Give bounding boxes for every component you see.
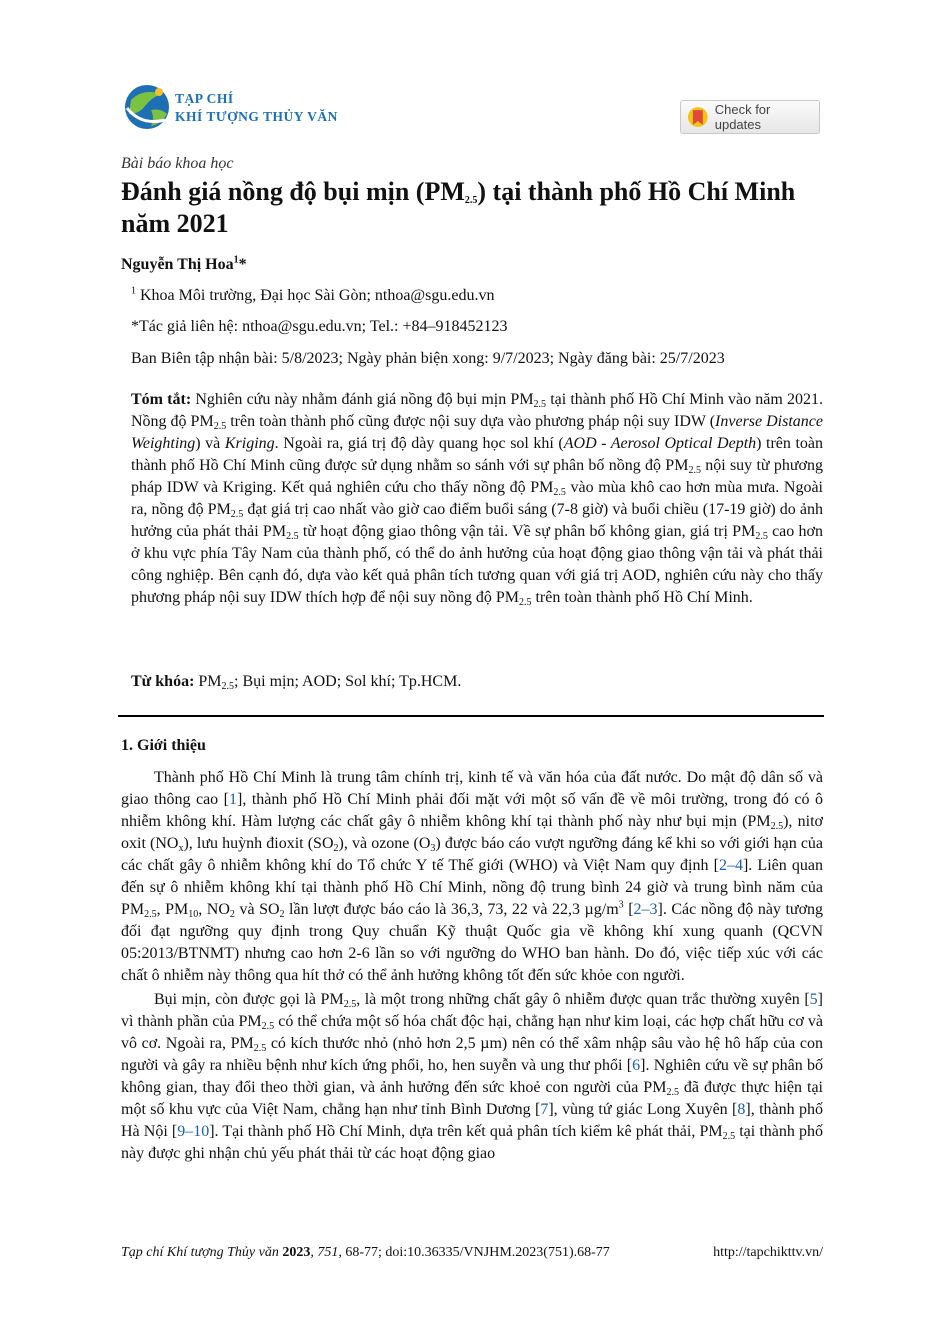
- author: [121, 256, 247, 274]
- paragraph: Bụi mịn, còn được gọi là $PM_{2.5}$, là một trong những chất gây ô nhiễm được quan trắc thường xuyên [5] vì thành phần của $PM_{2.5}$ có thể chứa một số hóa chất độc hại, chẳng hạn như kim loại, các hợp chất hữu cơ và vô cơ. Ngoài ra, $PM_{2.5}$ có kích thước nhỏ (nhỏ hơn 2,5 µm) nên có thể xâm nhập sâu vào hệ hô hấp của con người và gây ra nhiều bệnh như kích ứng phổi, ho, hen suyễn và ung thư phổi [6]. Nghiên cứu về sự phân bố không gian, thay đổi theo thời gian, và ảnh hưởng đến sức khoẻ con người của $PM_{2.5}$ đã được thực hiện tại một số khu vực của Việt Nam, chẳng hạn như tỉnh Bình Dương [7], vùng tứ giác Long Xuyên [8], thành phố Hà Nội [9–10]. Tại thành phố Hồ Chí Minh, dựa trên kết quả phân tích kiểm kê phát thải, $PM_{2.5}$ tại thành phố này được ghi nhận chủ yếu phát thải từ các hoạt động giao: [121, 991, 824, 1162]
- bookmark-icon: [687, 105, 709, 129]
- article-dates: Ban Biên tập nhận bài: 5/8/2023; Ngày phản biện xong: 9/7/2023; Ngày đăng bài: 25/7/2023: [131, 350, 725, 367]
- citation-link[interactable]: 7: [540, 1101, 549, 1118]
- abstract: Tóm tắt: Nghiên cứu này nhằm đánh giá nồng độ bụi mịn $PM_{2.5}$ tại thành phố Hồ Chí Minh vào năm 2021. Nồng độ $PM_{2.5}$ trên toàn thành phố cũng được nội suy dựa vào phương pháp nội suy IDW (Inverse Distance Weighting) và Kriging. Ngoài ra, giá trị độ dày quang học sol khí (AOD - Aerosol Optical Depth) trên toàn thành phố Hồ Chí Minh cũng được sử dụng nhằm so sánh với sự phân bố nồng độ $PM_{2.5}$ nội suy từ phương pháp IDW và Kriging. Kết quả nghiên cứu cho thấy nồng độ $PM_{2.5}$ vào mùa khô cao hơn mùa mưa. Ngoài ra, nồng độ $PM_{2.5}$ đạt giá trị cao nhất vào giờ cao điểm buổi sáng (7-8 giờ) và buổi chiều (17-19 giờ) do ảnh hưởng của phát thải $PM_{2.5}$ từ hoạt động giao thông vận tải. Về sự phân bố không gian, giá trị $PM_{2.5}$ cao hơn ở khu vực phía Tây Nam của thành phố, có thể do ảnh hưởng của hoạt động giao thông vận tải và phát thải công nghiệp. Bên cạnh đó, dựa vào kết quả phân tích tương quan với giá trị AOD, nghiên cứu này cho thấy phương pháp nội suy IDW thích hợp để nội suy nồng độ $PM_{2.5}$ trên toàn thành phố Hồ Chí Minh.: [131, 391, 824, 608]
- page-footer: [121, 1245, 823, 1261]
- section-heading: 1. Giới thiệu: [121, 737, 206, 754]
- journal-url[interactable]: http://tapchikttv.vn/: [713, 1245, 823, 1260]
- title-text: ) tại thành phố Hồ Chí Minh năm 2021: [121, 177, 796, 238]
- citation-link[interactable]: 1: [229, 791, 237, 808]
- corresponding-author: *Tác giả liên hệ: nthoa@sgu.edu.vn; Tel.: +84–918452123: [131, 318, 508, 335]
- divider: [118, 715, 824, 717]
- affiliation-sup: 1: [131, 285, 136, 297]
- title-sub: 2.5: [464, 195, 478, 206]
- body-text: [121, 767, 823, 1165]
- journal-name-line2: KHÍ TƯỢNG THỦY VĂN: [175, 109, 338, 124]
- paragraph: Thành phố Hồ Chí Minh là trung tâm chính trị, kinh tế và văn hóa của đất nước. Do mật độ dân số và giao thông cao [1], thành phố Hồ Chí Minh phải đối mặt với một số vấn đề về môi trường, trong đó có ô nhiễm không khí. Hàm lượng các chất gây ô nhiễm không khí tại thành phố này như bụi mịn $(PM_{2.5})$, nitơ oxit $(NO_x)$, lưu huỳnh đioxit $(SO_2)$, và ozone $(O_3)$ được báo cáo vượt ngưỡng đáng kể khi so với giới hạn của các chất gây ô nhiễm không khí do Tổ chức Y tế Thế giới (WHO) và Việt Nam quy định [2–4]. Liên quan đến sự ô nhiễm không khí tại thành phố Hồ Chí Minh, nồng độ trung bình 24 giờ và trung bình năm của $PM_{2.5}$, $PM_{10}$, $NO_2$ và $SO_2$ lần lượt được báo cáo là 36,3, 73, 22 và 22,3 $\mu g/m^3$ [2–3]. Các nồng độ này tương đối đạt ngưỡng quy định trong Quy chuẩn Kỹ thuật Quốc gia về không khí xung quanh (QCVN 05:2013/BTNMT) nhưng cao hơn 2-6 lần so với ngưỡng do WHO ban hành. Do đó, việc tiếp xúc với các chất ô nhiễm này thông qua hít thở có thể ảnh hưởng không tốt đến sức khỏe con người.: [121, 769, 824, 984]
- check-for-updates-button[interactable]: [680, 100, 820, 134]
- author-name: Nguyễn Thị Hoa: [121, 256, 234, 273]
- keywords: Từ khóa: $PM_{2.5}$; Bụi mịn; AOD; Sol khí; Tp.HCM.: [131, 673, 462, 692]
- citation-link[interactable]: 9–10: [177, 1123, 210, 1140]
- citation-line: Tạp chí Khí tượng Thủy văn 2023, 751, 68-77; doi:10.36335/VNJHM.2023(751).68-77: [121, 1245, 610, 1260]
- title-text: Đánh giá nồng độ bụi mịn (PM: [121, 177, 465, 206]
- article-type: Bài báo khoa học: [121, 155, 234, 172]
- affiliation-text: Khoa Môi trường, Đại học Sài Gòn; nthoa@sgu.edu.vn: [136, 287, 495, 304]
- page-title: [121, 176, 823, 240]
- author-sup: 1: [233, 254, 239, 266]
- author-star: *: [238, 256, 247, 273]
- citation-link[interactable]: 6: [632, 1057, 641, 1074]
- globe-icon: [121, 80, 173, 132]
- citation-link[interactable]: 8: [737, 1101, 746, 1118]
- affiliation: [131, 287, 495, 305]
- check-for-updates-label: Check for updates: [714, 102, 771, 132]
- journal-name-line1: TẠP CHÍ: [175, 91, 234, 106]
- citation-link[interactable]: 2–4: [718, 857, 743, 874]
- abstract-label: Tóm tắt:: [131, 391, 192, 408]
- citation-link[interactable]: 5: [809, 991, 818, 1008]
- journal-logo: [121, 80, 361, 132]
- keywords-label: Từ khóa:: [131, 673, 195, 690]
- citation-link[interactable]: 2–3: [633, 901, 658, 918]
